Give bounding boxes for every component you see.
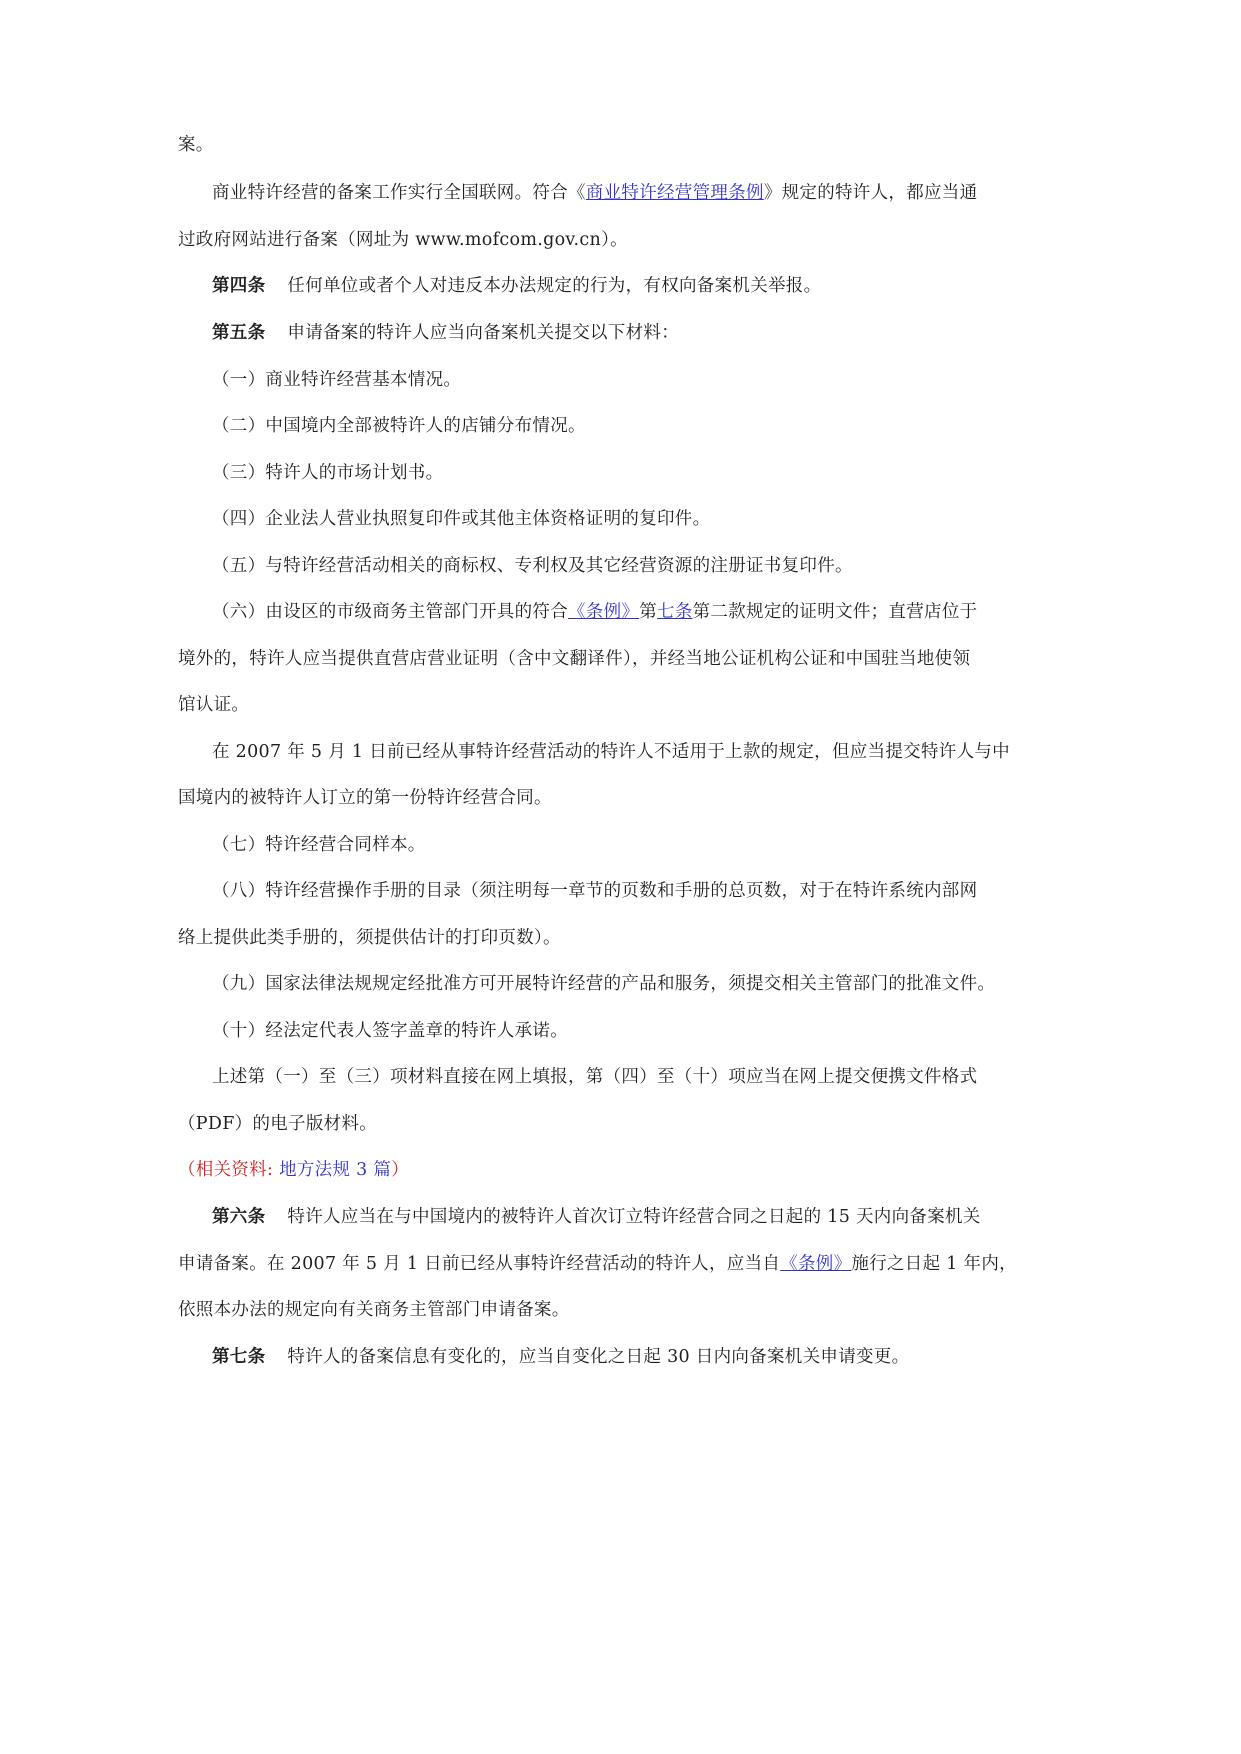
body-text: （八）特许经营操作手册的目录（须注明每一章节的页数和手册的总页数，对于在特许系统内部网 [212, 881, 978, 901]
paragraph-12-line-1 [212, 834, 426, 856]
article-number: 第六条 [212, 1207, 266, 1227]
body-text: 特许人应当在与中国境内的被特许人首次订立特许经营合同之日起的 15 天内向备案机关 [287, 1207, 981, 1227]
paragraph-3-line-1 [212, 275, 821, 297]
body-text: 案。 [178, 135, 214, 155]
paragraph-9-line-1 [212, 555, 853, 577]
body-text: 特许人的备案信息有变化的，应当自变化之日起 30 日内向备案机关申请变更。 [287, 1347, 910, 1367]
paragraph-2-line-2 [178, 229, 628, 251]
article-number: 第四条 [212, 276, 266, 296]
regulation-link[interactable]: 七条 [657, 602, 693, 622]
paragraph-19-line-1 [212, 1346, 909, 1368]
paragraph-13-line-1 [212, 880, 977, 902]
paragraph-6-line-1 [212, 415, 586, 437]
article-number: 第五条 [212, 323, 266, 343]
related-materials-link[interactable]: 地方法规 3 篇 [279, 1160, 392, 1180]
body-text: （九）国家法律法规规定经批准方可开展特许经营的产品和服务，须提交相关主管部门的批准文件。 [212, 974, 996, 994]
paragraph-11-line-2 [178, 787, 552, 809]
paragraph-17-line-1 [178, 1159, 409, 1181]
paragraph-18-line-3 [178, 1299, 570, 1321]
body-text: 在 2007 年 5 月 1 日前已经从事特许经营活动的特许人不适用于上款的规定，但应当提交特许人与中 [212, 742, 1010, 762]
body-text: （五）与特许经营活动相关的商标权、专利权及其它经营资源的注册证书复印件。 [212, 556, 853, 576]
body-text: 过政府网站进行备案（网址为 www.mofcom.gov.cn）。 [178, 230, 628, 250]
body-text: 上述第（一）至（三）项材料直接在网上填报，第（四）至（十）项应当在网上提交便携文件格式 [212, 1067, 978, 1087]
paragraph-11-line-1 [212, 741, 1010, 763]
paragraph-18-line-2 [178, 1253, 1017, 1275]
body-text: 络上提供此类手册的，须提供估计的打印页数）。 [178, 928, 561, 948]
body-text: （十）经法定代表人签字盖章的特许人承诺。 [212, 1021, 568, 1041]
body-text: 》规定的特许人，都应当通 [763, 183, 978, 203]
regulation-link[interactable]: 《条例》 [780, 1254, 852, 1274]
body-text: 任何单位或者个人对违反本办法规定的行为，有权向备案机关举报。 [287, 276, 822, 296]
article-number: 第七条 [212, 1347, 266, 1367]
paragraph-16-line-1 [212, 1066, 977, 1088]
body-text: 国境内的被特许人订立的第一份特许经营合同。 [178, 788, 552, 808]
body-text: 第二款规定的证明文件；直营店位于 [692, 602, 978, 622]
paragraph-18-line-1 [212, 1206, 981, 1228]
body-text: 依照本办法的规定向有关商务主管部门申请备案。 [178, 1300, 570, 1320]
paragraph-10-line-2 [178, 648, 970, 670]
paragraph-16-line-2 [178, 1113, 377, 1135]
regulation-link[interactable]: 商业特许经营管理条例 [585, 183, 764, 203]
body-text: （三）特许人的市场计划书。 [212, 463, 444, 483]
paragraph-7-line-1 [212, 462, 443, 484]
regulation-link[interactable]: 《条例》 [568, 602, 640, 622]
body-text: 第 [639, 602, 658, 622]
body-text: （PDF）的电子版材料。 [178, 1114, 378, 1134]
paragraph-14-line-1 [212, 973, 995, 995]
body-text: （一）商业特许经营基本情况。 [212, 370, 462, 390]
body-text: （六）由设区的市级商务主管部门开具的符合 [212, 602, 568, 622]
paragraph-2-line-1 [212, 182, 977, 204]
paragraph-13-line-2 [178, 927, 561, 949]
body-text: （七）特许经营合同样本。 [212, 835, 426, 855]
body-text: 商业特许经营的备案工作实行全国联网。符合《 [212, 183, 586, 203]
related-materials-label: ） [391, 1160, 410, 1180]
body-text: 申请备案的特许人应当向备案机关提交以下材料： [287, 323, 680, 343]
body-text: 境外的，特许人应当提供直营店营业证明（含中文翻译件），并经当地公证机构公证和中国驻当地使领 [178, 649, 971, 669]
paragraph-5-line-1 [212, 369, 461, 391]
body-text: 馆认证。 [178, 695, 250, 715]
body-text: （二）中国境内全部被特许人的店铺分布情况。 [212, 416, 586, 436]
body-text: （四）企业法人营业执照复印件或其他主体资格证明的复印件。 [212, 509, 711, 529]
body-text: 申请备案。在 2007 年 5 月 1 日前已经从事特许经营活动的特许人，应当自 [178, 1254, 781, 1274]
paragraph-4-line-1 [212, 322, 679, 344]
paragraph-1-line-1 [178, 134, 214, 156]
paragraph-10-line-1 [212, 601, 977, 623]
related-materials-label: （相关资料: [178, 1160, 280, 1180]
paragraph-15-line-1 [212, 1020, 568, 1042]
paragraph-8-line-1 [212, 508, 710, 530]
body-text: 施行之日起 1 年内， [851, 1254, 1017, 1274]
paragraph-10-line-3 [178, 694, 249, 716]
